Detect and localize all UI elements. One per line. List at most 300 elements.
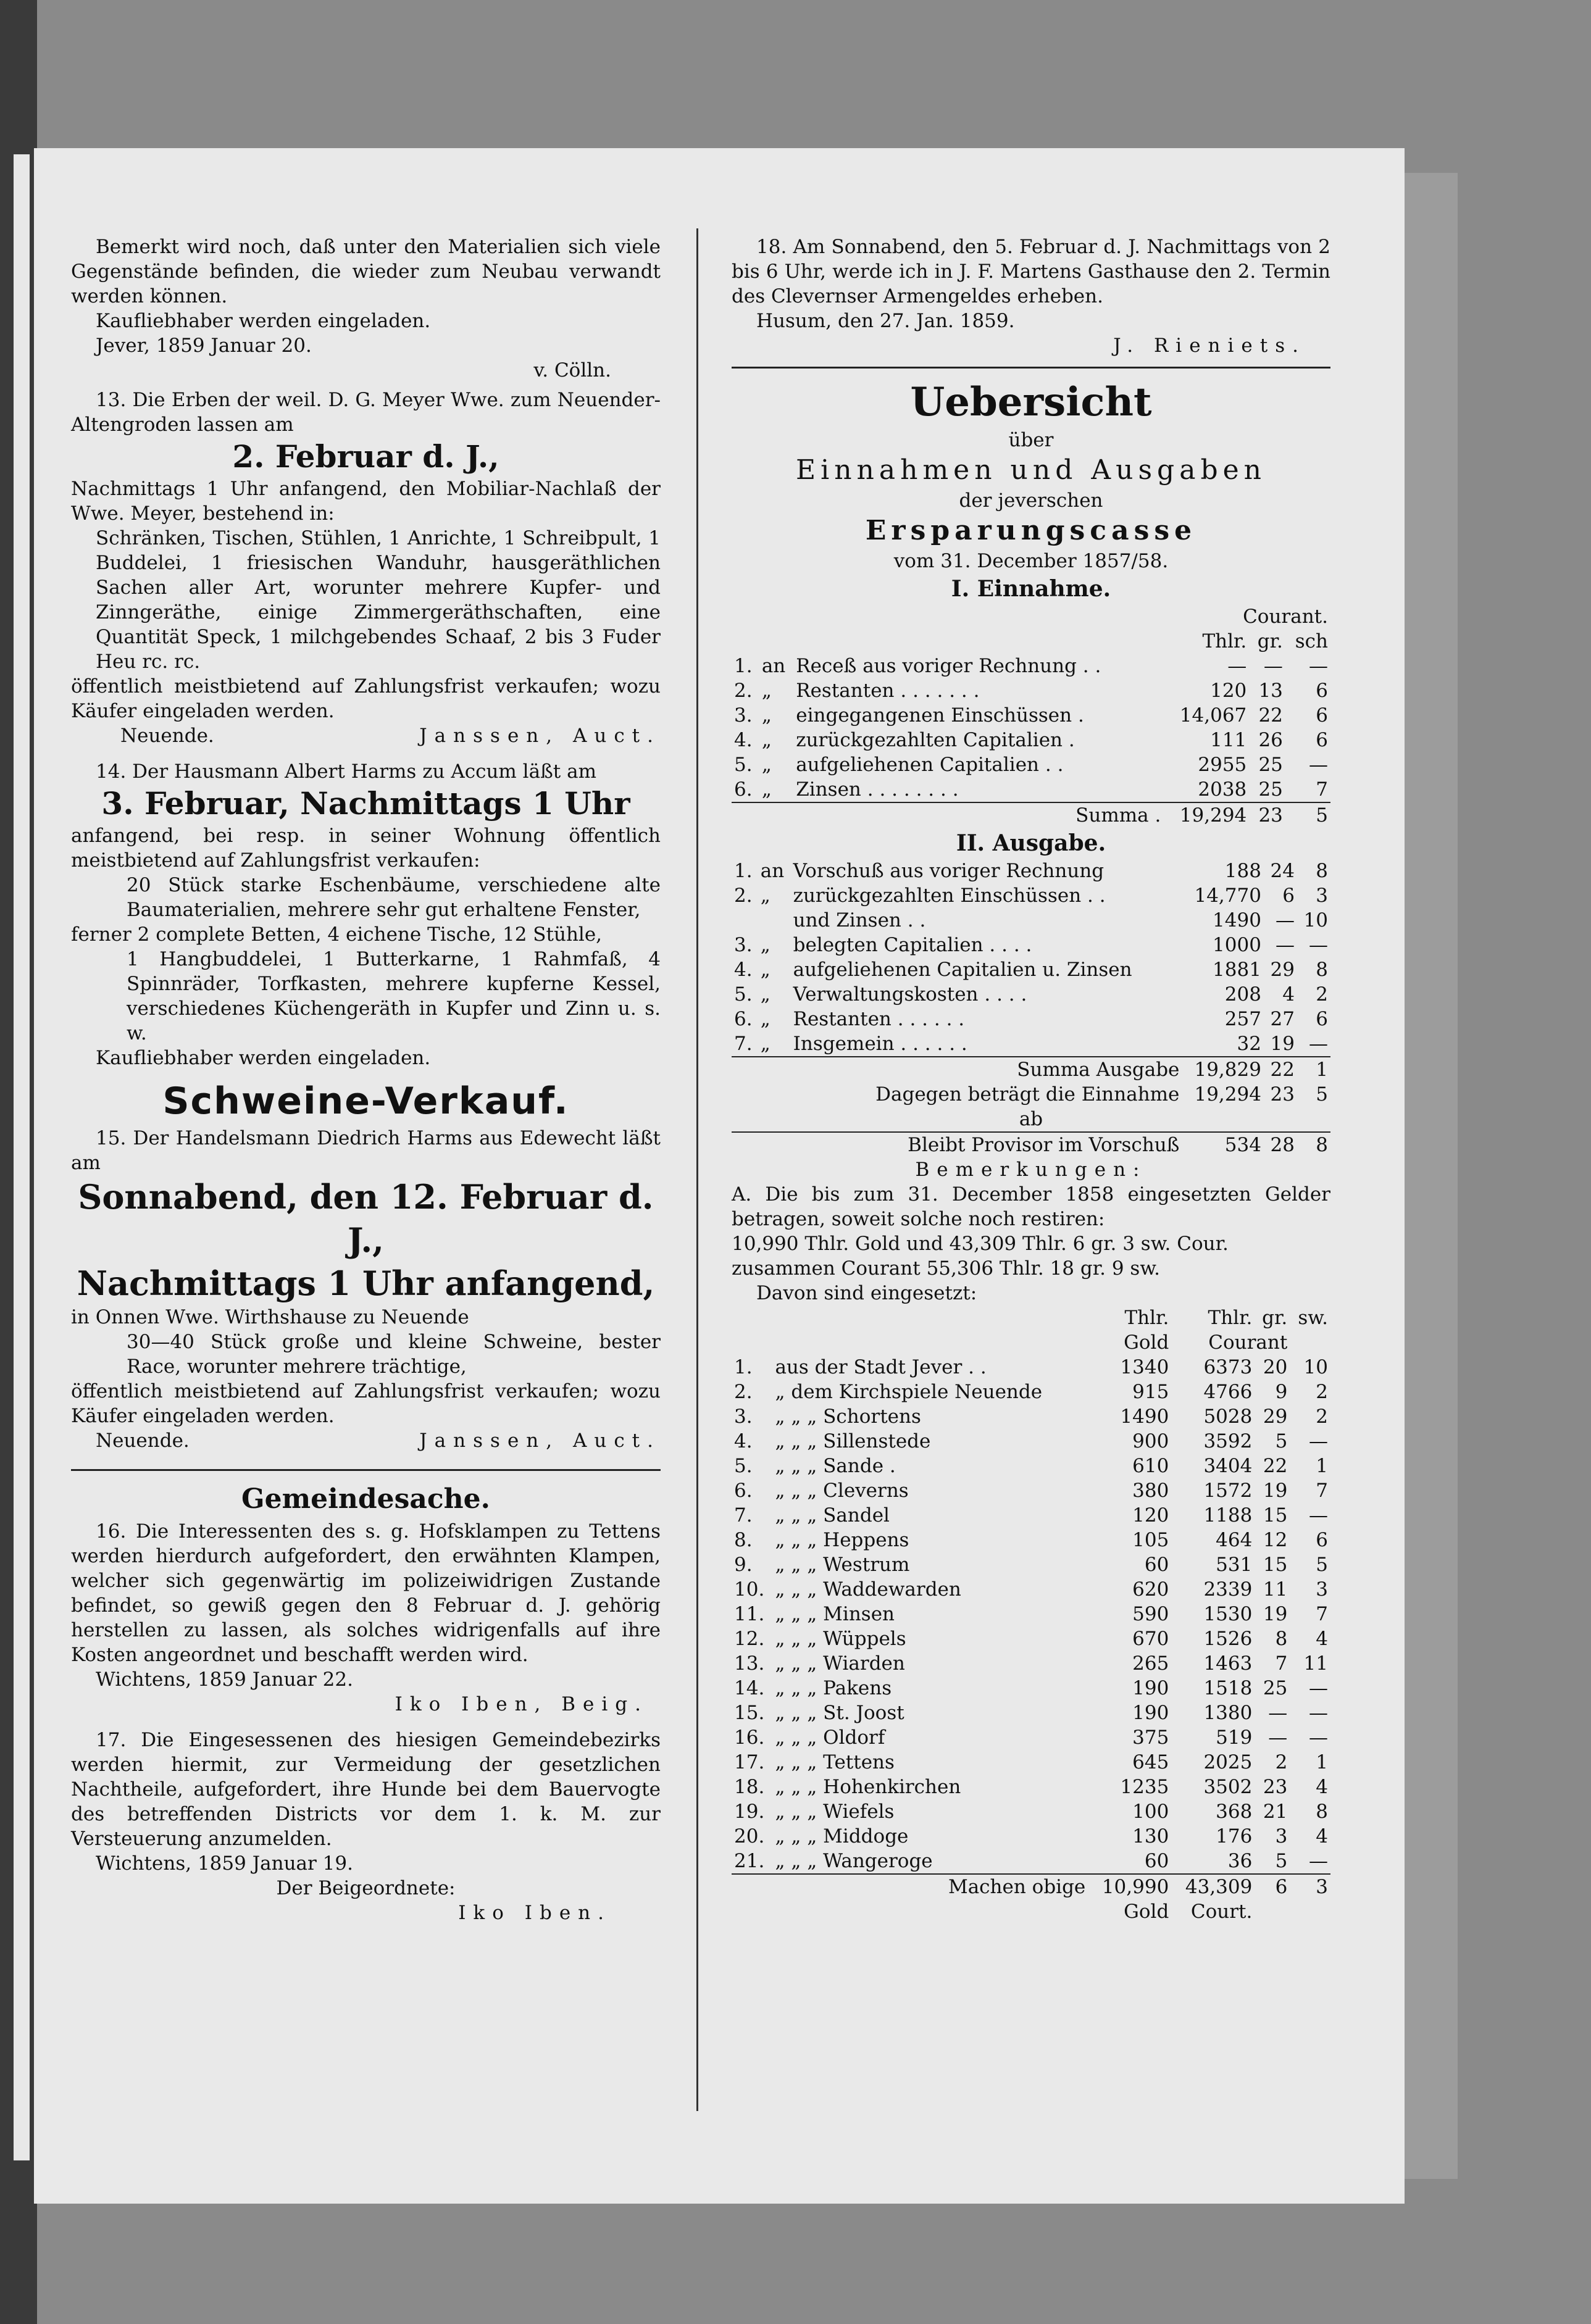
district-table: [732, 1306, 1330, 1924]
expense-cell: „: [760, 983, 770, 1006]
expense-cell: 19: [1270, 1033, 1295, 1055]
expense-cell: 32: [1237, 1033, 1261, 1055]
expense-cell: 1881: [1213, 959, 1261, 981]
district-cell: „ „ „ Wiefels: [775, 1801, 895, 1823]
expense-cell: 2: [1316, 983, 1328, 1006]
district-cell: 8: [1316, 1801, 1328, 1823]
notice-12-signature: v. Cölln.: [533, 359, 611, 381]
notice-18-signature: J. Rieniets.: [1113, 335, 1306, 357]
expense-cell: 14,770: [1194, 885, 1261, 907]
income-cell: 5.: [734, 754, 753, 776]
district-row: [732, 1528, 1330, 1552]
remarks-d: Davon sind eingesetzt:: [756, 1282, 977, 1304]
notice-15-footer: [71, 1428, 661, 1453]
income-cell: 2955: [1198, 754, 1247, 776]
expense-table: [732, 859, 1330, 1157]
notice-17-signature: Iko Iben.: [458, 1902, 611, 1924]
expense-row: [732, 908, 1330, 933]
expense-cell: 29: [1270, 959, 1295, 981]
district-cell: 9: [1275, 1381, 1288, 1403]
income-row: [732, 703, 1330, 728]
district-cell: „ „ „ Westrum: [775, 1554, 910, 1576]
notice-13-intro: 13. Die Erben der weil. D. G. Meyer Wwe. zum Neuender-Altengroden lassen am: [71, 389, 661, 436]
expense-row: [732, 883, 1330, 908]
district-cell: 19.: [734, 1801, 765, 1823]
expense-sum-row: [732, 1057, 1330, 1082]
district-cell: „ „ „ Wangeroge: [775, 1850, 933, 1872]
income-cell: 2038: [1198, 778, 1247, 801]
district-row: [732, 1429, 1330, 1454]
district-cell: —: [1268, 1702, 1288, 1724]
notice-17-date: Wichtens, 1859 Januar 19.: [96, 1852, 353, 1875]
notice-12-text: Bemerkt wird noch, daß unter den Materialien sich viele Gegenstände befinden, die wieder zum Neubau verwandt werden können.: [71, 236, 661, 307]
notice-14-date: 3. Februar, Nachmittags 1 Uhr: [101, 785, 630, 822]
district-cell: 3592: [1203, 1430, 1253, 1452]
district-cell: 2339: [1203, 1578, 1253, 1601]
district-cell: 368: [1216, 1801, 1253, 1823]
expense-cell: zurückgezahlten Einschüssen . .: [793, 885, 1106, 907]
ab-label: ab: [1019, 1108, 1043, 1130]
district-row: [732, 1380, 1330, 1404]
overview-title: Uebersicht: [910, 379, 1152, 425]
district-cell: „ „ „ St. Joost: [775, 1702, 904, 1724]
overview-date: vom 31. December 1857/58.: [893, 550, 1169, 572]
expense-cell: —: [1309, 1033, 1328, 1055]
overview-institution: Ersparungscasse: [865, 515, 1197, 546]
income-cell: 111: [1210, 729, 1247, 751]
expense-cell: 3: [1316, 885, 1328, 907]
income-sum-row: [732, 802, 1330, 828]
income-cell: 25: [1258, 754, 1283, 776]
income-row: [732, 752, 1330, 777]
district-cell: 8.: [734, 1529, 753, 1551]
district-cell: 2: [1316, 1406, 1328, 1428]
balance-sch: 8: [1297, 1132, 1330, 1157]
expense-cell: 1490: [1213, 909, 1261, 931]
notice-15-date-2: Nachmittags 1 Uhr anfangend,: [77, 1264, 655, 1303]
expense-cell: 257: [1224, 1008, 1261, 1030]
dh-sw: sw.: [1298, 1307, 1328, 1329]
district-cell: „ „ „ Heppens: [775, 1529, 909, 1551]
district-cell: 4766: [1203, 1381, 1253, 1403]
district-cell: 6: [1316, 1529, 1328, 1551]
district-cell: 19: [1263, 1603, 1288, 1625]
district-cell: —: [1309, 1504, 1328, 1526]
income-heading: I. Einnahme.: [951, 576, 1111, 602]
district-cell: 464: [1216, 1529, 1253, 1551]
district-cell: 19: [1263, 1480, 1288, 1502]
remarks-c: zusammen Courant 55,306 Thlr. 18 gr. 9 sw.: [732, 1257, 1161, 1280]
currency-label: Courant.: [1243, 606, 1328, 628]
income-cell: „: [761, 704, 772, 727]
expense-sum-label: Summa Ausgabe: [732, 1057, 1182, 1082]
district-cell: 915: [1132, 1381, 1169, 1403]
district-cell: 380: [1132, 1480, 1169, 1502]
expense-cell: aufgeliehenen Capitalien u. Zinsen: [793, 959, 1132, 981]
district-cell: 1340: [1120, 1356, 1169, 1378]
expense-cell: „: [760, 885, 770, 907]
section-rule: [71, 1469, 661, 1471]
district-cell: 7: [1316, 1603, 1328, 1625]
district-cell: 375: [1132, 1726, 1169, 1749]
district-cell: 22: [1263, 1455, 1288, 1477]
district-cell: „ dem Kirchspiele Neuende: [775, 1381, 1043, 1403]
dh-thlr-cour: Thlr.: [1208, 1307, 1253, 1329]
district-cell: 610: [1132, 1455, 1169, 1477]
income-cell: „: [761, 754, 772, 776]
district-cell: 1518: [1203, 1677, 1253, 1699]
notice-13-place: Neuende.: [120, 725, 214, 747]
district-sum-gr: 6: [1255, 1874, 1290, 1899]
district-row: [732, 1849, 1330, 1874]
district-cell: 23: [1263, 1776, 1288, 1798]
income-cell: 6: [1316, 704, 1328, 727]
district-cell: 5028: [1203, 1406, 1253, 1428]
income-cell: aufgeliehenen Capitalien . .: [796, 754, 1064, 776]
section-rule: [732, 367, 1330, 369]
expense-cell: Restanten . . . . . .: [793, 1008, 965, 1030]
district-cell: —: [1309, 1430, 1328, 1452]
income-cell: Zinsen . . . . . . . .: [796, 778, 959, 801]
district-cell: 6.: [734, 1480, 753, 1502]
expense-cell: [732, 908, 758, 933]
district-cell: 100: [1132, 1801, 1169, 1823]
district-cell: 6373: [1203, 1356, 1253, 1378]
district-cell: 21.: [734, 1850, 765, 1872]
notice-14-end: Kaufliebhaber werden eingeladen.: [96, 1047, 431, 1069]
district-cell: 1: [1316, 1455, 1328, 1477]
district-cell: 29: [1263, 1406, 1288, 1428]
expense-cell: [758, 908, 791, 933]
expense-cell: „: [760, 934, 770, 956]
col-sch: sch: [1295, 630, 1328, 652]
district-sum-unit-gold: Gold: [1124, 1901, 1169, 1923]
district-cell: „ „ „ Cleverns: [775, 1480, 909, 1502]
income-cell: 1.: [734, 655, 753, 677]
currency-header: [732, 604, 1330, 629]
district-cell: 265: [1132, 1652, 1169, 1675]
expense-cell: „: [760, 959, 770, 981]
ab-row: [732, 1107, 1330, 1132]
district-cell: —: [1309, 1850, 1328, 1872]
district-sum-sw: 3: [1290, 1874, 1330, 1899]
balance-gr: 28: [1264, 1132, 1297, 1157]
income-cell: 120: [1210, 680, 1247, 702]
district-cell: 2.: [734, 1381, 753, 1403]
notice-18-date: Husum, den 27. Jan. 1859.: [756, 310, 1015, 332]
district-cell: 176: [1216, 1825, 1253, 1847]
district-sum-gold: 10,990: [1088, 1874, 1171, 1899]
income-cell: 6: [1316, 680, 1328, 702]
notice-13-list: Schränken, Tischen, Stühlen, 1 Anrichte, 1 Schreibpult, 1 Buddelei, 1 friesischen Wanduhr, hausgeräthlichen Sachen aller Art, worunter mehrere Kupfer- und Zinngeräthe, einige Zimmergeräthschaften, eine Quantität Speck, 1 milchgebendes Schaaf, 2 bis 3 Fuder Heu rc. rc.: [96, 527, 661, 673]
district-cell: 620: [1132, 1578, 1169, 1601]
district-cell: „ „ „ Sandel: [775, 1504, 890, 1526]
district-row: [732, 1478, 1330, 1503]
expense-cell: 1000: [1213, 934, 1261, 956]
district-cell: —: [1309, 1677, 1328, 1699]
income-cell: 3.: [734, 704, 753, 727]
notice-13-signature: Janssen, Auct.: [419, 725, 661, 747]
district-sum-row: [732, 1874, 1330, 1899]
district-cell: 60: [1144, 1850, 1169, 1872]
district-cell: 190: [1132, 1702, 1169, 1724]
district-cell: 15: [1263, 1504, 1288, 1526]
notice-15-place: Neuende.: [96, 1430, 190, 1452]
district-cell: 670: [1132, 1628, 1169, 1650]
left-column: [71, 235, 661, 1925]
district-cell: 2: [1316, 1381, 1328, 1403]
district-cell: „ „ „ Wiarden: [775, 1652, 905, 1675]
district-cell: 1: [1316, 1751, 1328, 1773]
district-cell: 5: [1275, 1850, 1288, 1872]
remarks-heading: Bemerkungen:: [915, 1159, 1147, 1181]
expense-heading: II. Ausgabe.: [956, 830, 1106, 856]
expense-cell: 6: [1316, 1008, 1328, 1030]
expense-sum-thlr: 19,829: [1182, 1057, 1264, 1082]
notice-15-date-1: Sonnabend, den 12. Februar d. J.,: [78, 1177, 654, 1260]
expense-cell: 4: [1282, 983, 1295, 1006]
district-cell: 21: [1263, 1801, 1288, 1823]
district-cell: 7.: [734, 1504, 753, 1526]
district-cell: 3.: [734, 1406, 753, 1428]
income-cell: 2.: [734, 680, 753, 702]
income-compare-gr: 23: [1270, 1083, 1295, 1106]
income-cell: „: [761, 778, 772, 801]
district-cell: 130: [1132, 1825, 1169, 1847]
column-divider: [696, 228, 698, 2111]
balance-row: [732, 1132, 1330, 1157]
district-cell: —: [1309, 1702, 1328, 1724]
district-cell: 8: [1275, 1628, 1288, 1650]
income-table: [732, 604, 1330, 828]
notice-14-list-2: ferner 2 complete Betten, 4 eichene Tische, 12 Stühle,: [71, 923, 603, 946]
expense-cell: 5.: [734, 983, 753, 1006]
balance-label: Bleibt Provisor im Vorschuß: [732, 1132, 1182, 1157]
expense-sum-sch: 1: [1297, 1057, 1330, 1082]
pig-sale-headline: Schweine-Verkauf.: [162, 1080, 569, 1123]
income-cell: —: [1227, 655, 1247, 677]
district-cell: „ „ „ Sande .: [775, 1455, 896, 1477]
income-row: [732, 678, 1330, 703]
district-cell: 1526: [1203, 1628, 1253, 1650]
expense-cell: belegten Capitalien . . . .: [793, 934, 1032, 956]
expense-cell: Vorschuß aus voriger Rechnung: [793, 860, 1105, 882]
expense-cell: Verwaltungskosten . . . .: [793, 983, 1027, 1006]
expense-cell: 27: [1270, 1008, 1295, 1030]
expense-sum-gr: 22: [1264, 1057, 1297, 1082]
expense-cell: —: [1275, 934, 1295, 956]
district-row: [732, 1725, 1330, 1750]
income-cell: eingegangenen Einschüssen .: [796, 704, 1084, 727]
income-cell: 25: [1258, 778, 1283, 801]
income-cell: 7: [1316, 778, 1328, 801]
district-header-2: [732, 1330, 1330, 1355]
expense-cell: 24: [1270, 860, 1295, 882]
dh-courant: Courant: [1208, 1331, 1288, 1354]
district-header: [732, 1306, 1330, 1330]
income-row: [732, 654, 1330, 678]
income-sum-label: Summa .: [793, 802, 1163, 828]
district-row: [732, 1775, 1330, 1799]
notice-15-end: öffentlich meistbietend auf Zahlungsfrist verkaufen; wozu Käufer eingeladen werden.: [71, 1380, 661, 1427]
expense-cell: —: [1275, 909, 1295, 931]
income-cell: 4.: [734, 729, 753, 751]
income-cell: „: [761, 680, 772, 702]
district-cell: 190: [1132, 1677, 1169, 1699]
district-cell: 1235: [1120, 1776, 1169, 1798]
district-cell: 13.: [734, 1652, 765, 1675]
notice-13-footer: [71, 723, 661, 748]
income-cell: Restanten . . . . . . .: [796, 680, 980, 702]
district-cell: 7: [1275, 1652, 1288, 1675]
expense-cell: 188: [1224, 860, 1261, 882]
district-cell: „ „ „ Middoge: [775, 1825, 909, 1847]
district-cell: 5: [1316, 1554, 1328, 1576]
notice-12-date: Jever, 1859 Januar 20.: [96, 335, 312, 357]
district-cell: 1188: [1203, 1504, 1253, 1526]
district-cell: 11: [1303, 1652, 1328, 1675]
overview-subtitle: Einnahmen und Ausgaben: [796, 454, 1266, 486]
district-cell: aus der Stadt Jever . .: [775, 1356, 987, 1378]
district-cell: 36: [1227, 1850, 1253, 1872]
expense-cell: 6: [1282, 885, 1295, 907]
district-row: [732, 1701, 1330, 1725]
notice-17-role: Der Beigeordnete:: [276, 1877, 456, 1899]
district-cell: 16.: [734, 1726, 765, 1749]
income-compare-thlr: 19,294: [1194, 1083, 1261, 1106]
district-cell: „ „ „ Schortens: [775, 1406, 921, 1428]
district-cell: 60: [1144, 1554, 1169, 1576]
district-cell: 1380: [1203, 1702, 1253, 1724]
district-row: [732, 1552, 1330, 1577]
income-compare-sch: 5: [1316, 1083, 1328, 1106]
income-cell: 6.: [734, 778, 753, 801]
district-row: [732, 1503, 1330, 1528]
right-column: [732, 235, 1330, 1924]
district-cell: 7: [1316, 1480, 1328, 1502]
district-sum-cour: 43,309: [1171, 1874, 1255, 1899]
column-header: [732, 629, 1330, 654]
district-cell: 4: [1316, 1628, 1328, 1650]
district-cell: 1.: [734, 1356, 753, 1378]
district-cell: 11.: [734, 1603, 765, 1625]
district-row: [732, 1651, 1330, 1676]
notice-16-date: Wichtens, 1859 Januar 22.: [96, 1668, 353, 1691]
notice-14-intro: 14. Der Hausmann Albert Harms zu Accum läßt am: [96, 760, 596, 783]
expense-cell: und Zinsen . .: [793, 909, 926, 931]
expense-row: [732, 859, 1330, 883]
district-cell: —: [1309, 1726, 1328, 1749]
district-cell: 531: [1216, 1554, 1253, 1576]
expense-cell: Insgemein . . . . . .: [793, 1033, 967, 1055]
district-cell: 1463: [1203, 1652, 1253, 1675]
income-cell: 13: [1258, 680, 1283, 702]
income-compare-label: Dagegen beträgt die Einnahme: [875, 1083, 1180, 1106]
book-spine: [1395, 173, 1458, 2179]
notice-13-date: 2. Februar d. J.,: [232, 438, 499, 475]
expense-cell: 7.: [734, 1033, 753, 1055]
income-sum-gr: 23: [1249, 802, 1285, 828]
expense-cell: —: [1309, 934, 1328, 956]
col-thlr: Thlr.: [1202, 630, 1247, 652]
district-sum-unit-cour: Court.: [1190, 1901, 1253, 1923]
remarks-b: 10,990 Thlr. Gold und 43,309 Thlr. 6 gr. 3 sw. Cour.: [732, 1233, 1229, 1255]
district-cell: 1530: [1203, 1603, 1253, 1625]
district-row: [732, 1824, 1330, 1849]
notice-13-body: Nachmittags 1 Uhr anfangend, den Mobiliar-Nachlaß der Wwe. Meyer, bestehend in:: [71, 478, 661, 525]
district-cell: 17.: [734, 1751, 765, 1773]
income-cell: zurückgezahlten Capitalien .: [796, 729, 1075, 751]
expense-cell: 3.: [734, 934, 753, 956]
notice-16-text: 16. Die Interessenten des s. g. Hofsklampen zu Tettens werden hierdurch aufgefordert, den erwähnten Klampen, welcher sich gegenwärtig im polizeiwidrigen Zustande befindet, so gewiß gegen den 8 Februar d. J. gehörig herstellen zu lassen, als solches widrigenfalls auf ihre Kosten angeordnet und beschafft werden wird.: [71, 1520, 661, 1666]
district-cell: 20.: [734, 1825, 765, 1847]
district-cell: 15: [1263, 1554, 1288, 1576]
district-sum-label: Machen obige: [732, 1874, 1088, 1899]
income-cell: 6: [1316, 729, 1328, 751]
notice-14-list-1: 20 Stück starke Eschenbäume, verschiedene alte Baumaterialien, mehrere sehr gut erhaltene Fenster,: [127, 874, 661, 921]
district-row: [732, 1355, 1330, 1380]
district-cell: —: [1268, 1726, 1288, 1749]
expense-cell: 8: [1316, 959, 1328, 981]
district-cell: 4.: [734, 1430, 753, 1452]
notice-15-intro: 15. Der Handelsmann Diedrich Harms aus Edewecht läßt am: [71, 1127, 661, 1174]
expense-cell: 208: [1224, 983, 1261, 1006]
district-cell: 11: [1263, 1578, 1288, 1601]
notice-15-body: in Onnen Wwe. Wirthshause zu Neuende: [71, 1306, 469, 1328]
district-cell: 12: [1263, 1529, 1288, 1551]
district-cell: 5.: [734, 1455, 753, 1477]
district-cell: 3: [1316, 1578, 1328, 1601]
district-cell: 4: [1316, 1825, 1328, 1847]
income-cell: 26: [1258, 729, 1283, 751]
district-row: [732, 1799, 1330, 1824]
expense-cell: an: [760, 860, 785, 882]
income-cell: —: [1309, 655, 1328, 677]
district-cell: „ „ „ Hohenkirchen: [775, 1776, 961, 1798]
district-row: [732, 1404, 1330, 1429]
expense-cell: „: [760, 1008, 770, 1030]
district-cell: 900: [1132, 1430, 1169, 1452]
expense-cell: 10: [1303, 909, 1328, 931]
district-cell: 4: [1316, 1776, 1328, 1798]
district-cell: „ „ „ Oldorf: [775, 1726, 885, 1749]
income-cell: —: [1263, 655, 1283, 677]
expense-cell: 2.: [734, 885, 753, 907]
remarks-a: A. Die bis zum 31. December 1858 eingesetzten Gelder betragen, soweit solche noch restiren:: [732, 1183, 1330, 1230]
district-row: [732, 1454, 1330, 1478]
district-cell: 18.: [734, 1776, 765, 1798]
district-cell: 2025: [1203, 1751, 1253, 1773]
overview-over: über: [1008, 429, 1054, 451]
district-cell: „ „ „ Tettens: [775, 1751, 895, 1773]
income-sum-thlr: 19,294: [1163, 802, 1249, 828]
balance-thlr: 534: [1182, 1132, 1264, 1157]
district-cell: 25: [1263, 1677, 1288, 1699]
income-cell: „: [761, 729, 772, 751]
overview-of-the: der jeverschen: [959, 489, 1103, 512]
district-row: [732, 1602, 1330, 1626]
dh-gold: Gold: [1124, 1331, 1169, 1354]
notice-14-body: anfangend, bei resp. in seiner Wohnung öffentlich meistbietend auf Zahlungsfrist verkaufen:: [71, 825, 661, 872]
notice-15-signature: Janssen, Auct.: [419, 1430, 661, 1452]
district-cell: 9.: [734, 1554, 753, 1576]
notice-14-list-3: 1 Hangbuddelei, 1 Butterkarne, 1 Rahmfaß, 4 Spinnräder, Torfkasten, mehrere kupferne Kessel, verschiedenes Küchengeräth in Kupfer und Zinn u. s. w.: [127, 948, 661, 1044]
district-cell: 519: [1216, 1726, 1253, 1749]
income-compare-row: [732, 1082, 1330, 1107]
income-row: [732, 728, 1330, 752]
col-gr: gr.: [1257, 630, 1283, 652]
district-cell: „ „ „ Waddewarden: [775, 1578, 961, 1601]
